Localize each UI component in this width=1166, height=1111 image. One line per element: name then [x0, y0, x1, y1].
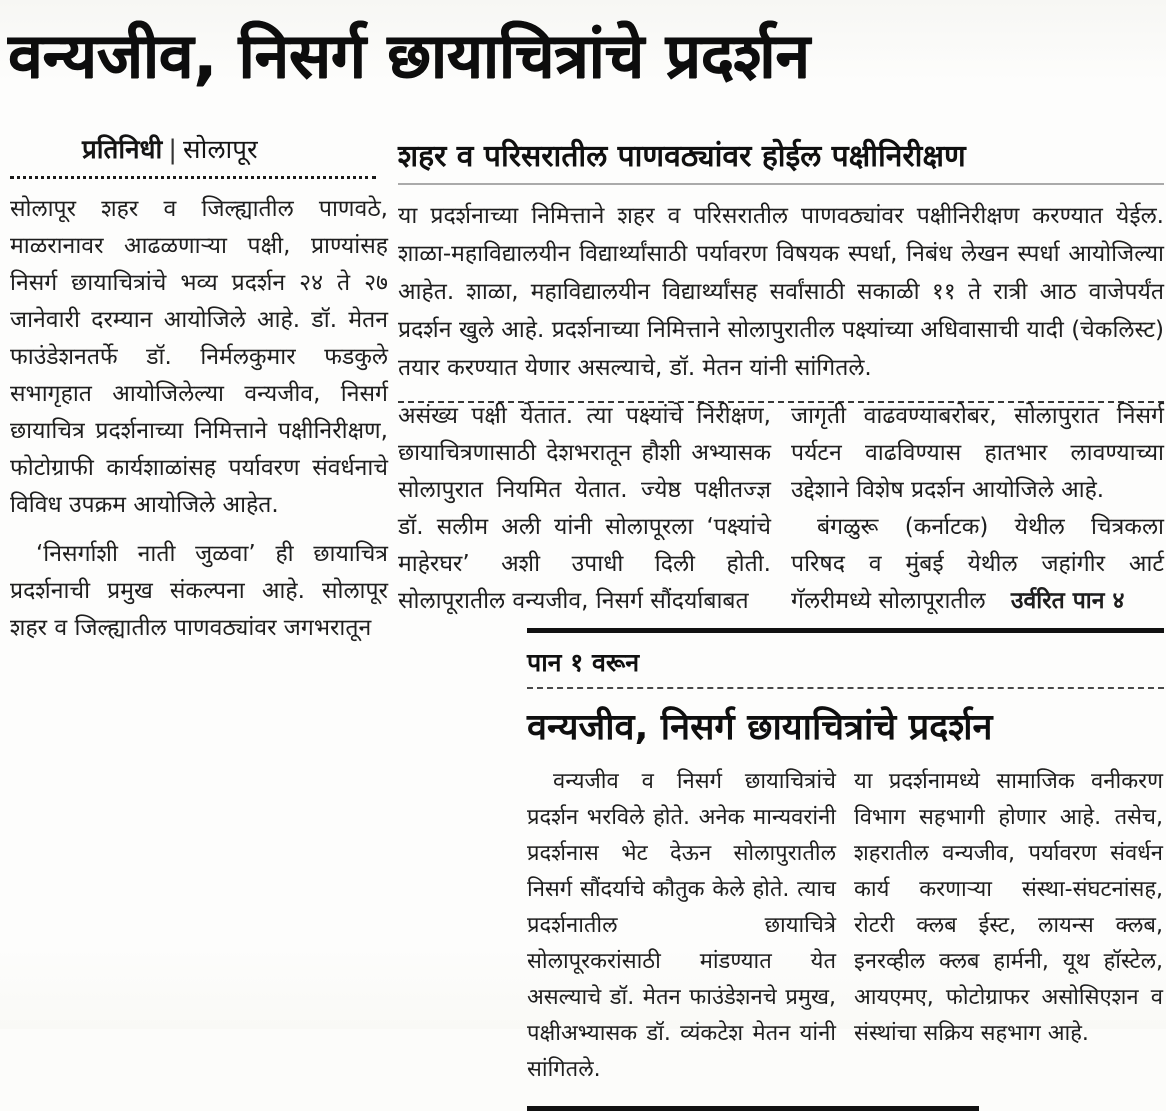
box-top-rule: [527, 628, 1164, 633]
continuation-columns: [527, 764, 1164, 1088]
middle-column-2: [791, 398, 1164, 620]
byline: [10, 130, 388, 166]
box-bottom-rule: [527, 1106, 979, 1111]
sub-headline: शहर व परिसरातील पाणवठ्यांवर होईल पक्षीनिरीक्षण: [398, 134, 1164, 185]
middle-col2-paragraph-1: जागृती वाढवण्याबरोबर, सोलापुरात निसर्ग पर्यटन वाढविण्यास हातभार लावण्याच्या उद्देशाने विशेष प्रदर्शन आयोजिले आहे.: [791, 403, 1164, 503]
middle-col2-paragraph-2-text: बंगळुरू (कर्नाटक) येथील चित्रकला परिषद व मुंबई येथील जहांगीर आर्ट गॅलरीमध्ये सोलापूरातील: [791, 514, 1164, 614]
continuation-column-1: [527, 764, 836, 1088]
continuation-headline: वन्यजीव, निसर्ग छायाचित्रांचे प्रदर्शन: [527, 707, 993, 748]
middle-col2-paragraph-2: [791, 509, 1164, 620]
byline-separator: |: [168, 135, 178, 165]
right-top-section: [398, 134, 1164, 403]
left-paragraph-2: ‘निसर्गाशी नाती जुळवा’ ही छायाचित्र प्रदर्शनाची प्रमुख संकल्पना आहे. सोलापूर शहर व जिल्ह्यातील पाणवठ्यांवर जगभरातून: [10, 541, 388, 641]
byline-location: सोलापूर: [183, 135, 258, 165]
middle-column-1: [398, 398, 771, 620]
byline-reporter: प्रतिनिधी: [82, 135, 163, 165]
kicker-dashed-divider: [527, 687, 1164, 689]
right-paragraph-1: या प्रदर्शनाच्या निमित्ताने शहर व परिसरातील पाणवठ्यांवर पक्षीनिरीक्षण करण्यात येईल. शाळा-महाविद्यालयीन विद्यार्थ्यांसाठी पर्यावरण विषयक स्पर्धा, निबंध लेखन स्पर्धा आयोजिल्या आहेत. शाळा, महाविद्यालयीन विद्यार्थ्यांसह सर्वांसाठी सकाळी ११ ते रात्री आठ वाजेपर्यंत प्रदर्शन खुले आहे. प्रदर्शनाच्या निमित्ताने सोलापुरातील पक्ष्यांच्या अधिवासाची यादी (चेकलिस्ट) तयार करण्यात येणार असल्याचे, डॉ. मेतन यांनी सांगितले.: [398, 203, 1164, 381]
middle-columns: [398, 398, 1164, 620]
continued-on-page-label: उर्वरित पान ४: [1010, 588, 1125, 614]
continuation-col1-paragraph: वन्यजीव व निसर्ग छायाचित्रांचे प्रदर्शन भरविले होते. अनेक मान्यवरांनी प्रदर्शनास भेट देऊन सोलापुरातील निसर्ग सौंदर्याचे कौतुक केले होते. त्याच प्रदर्शनातील छायाचित्रे सोलापूरकरांसाठी मांडण्यात येत असल्याचे डॉ. मेतन फाउंडेशनचे प्रमुख, पक्षीअभ्यासक डॉ. व्यंकटेश मेतन यांनी सांगितले.: [527, 769, 836, 1082]
main-headline: वन्यजीव, निसर्ग छायाचित्रांचे प्रदर्शन: [8, 19, 810, 92]
continuation-column-2: [854, 764, 1163, 1088]
left-column: [10, 130, 388, 647]
dotted-divider: [10, 176, 376, 179]
middle-col1-paragraph: असंख्य पक्षी येतात. त्या पक्ष्यांचे निरीक्षण, छायाचित्रणासाठी देशभरातून हौशी अभ्यासक सोलापुरात नियमित येतात. ज्येष्ठ पक्षीतज्ज्ञ डॉ. सलीम अली यांनी सोलापूरला ‘पक्ष्यांचे माहेरघर’ अशी उपाधी दिली होती. सोलापूरातील वन्यजीव, निसर्ग सौंदर्याबाबत: [398, 403, 771, 614]
continuation-col2-paragraph: या प्रदर्शनामध्ये सामाजिक वनीकरण विभाग सहभागी होणार आहे. तसेच, शहरातील वन्यजीव, पर्यावरण संवर्धन कार्य करणाऱ्या संस्था-संघटनांसह, रोटरी क्लब ईस्ट, लायन्स क्लब, इनरव्हील क्लब हार्मनी, यूथ हॉस्टेल, आयएमए, फोटोग्राफर असोसिएशन व संस्थांचा सक्रिय सहभाग आहे.: [854, 769, 1163, 1046]
continuation-box: [527, 628, 1164, 1111]
continuation-kicker: पान १ वरून: [527, 648, 640, 677]
left-paragraph-1: सोलापूर शहर व जिल्ह्यातील पाणवठे, माळरानावर आढळणाऱ्या पक्षी, प्राण्यांसह निसर्ग छायाचित्रांचे भव्य प्रदर्शन २४ ते २७ जानेवारी दरम्यान आयोजिले आहे. डॉ. मेतन फाउंडेशनतर्फे डॉ. निर्मलकुमार फडकुले सभागृहात आयोजिलेल्या वन्यजीव, निसर्ग छायाचित्र प्रदर्शनाच्या निमित्ताने पक्षीनिरीक्षण, फोटोग्राफी कार्यशाळांसह पर्यावरण संवर्धनाचे विविध उपक्रम आयोजिले आहेत.: [10, 196, 388, 518]
